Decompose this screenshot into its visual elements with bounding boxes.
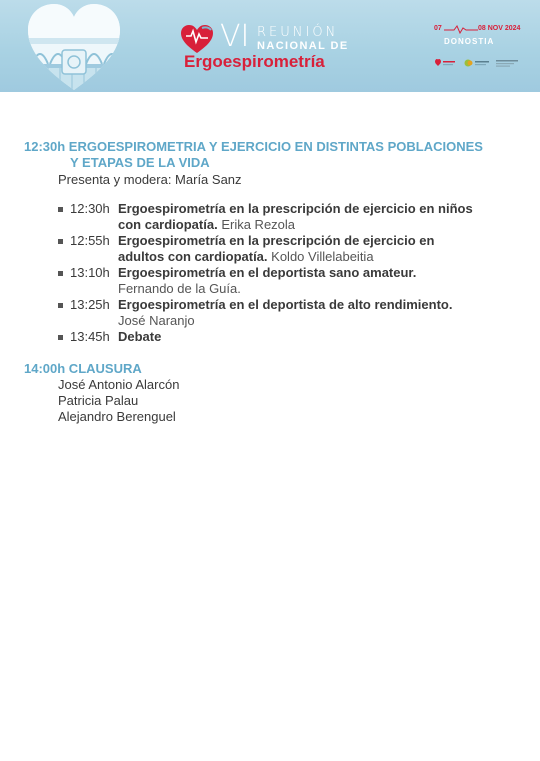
date-start: 07 xyxy=(434,25,442,32)
talk-title: Debate xyxy=(118,329,162,344)
talk-time: 13:10h xyxy=(70,265,110,280)
closing-person: José Antonio Alarcón xyxy=(58,377,180,392)
section-title-line1: 12:30h ERGOESPIROMETRIA Y EJERCICIO EN DISTINTAS POBLACIONES xyxy=(24,139,483,154)
talk-title-cont: adultos con cardiopatía. xyxy=(118,249,268,264)
talk-description xyxy=(118,297,518,329)
sponsor-logo-3-icon xyxy=(496,58,518,68)
event-logo xyxy=(180,19,360,78)
date-row xyxy=(430,24,520,36)
heart-logo-icon xyxy=(180,24,214,54)
heart-architecture-image xyxy=(26,4,122,92)
talk-speaker: Koldo Villelabeitia xyxy=(271,249,374,264)
event-title: Ergoespirometría xyxy=(184,52,325,71)
bullet-icon xyxy=(58,207,63,212)
date-end: 08 NOV 2024 xyxy=(478,25,521,32)
bullet-icon xyxy=(58,303,63,308)
ecg-line-icon xyxy=(444,24,478,34)
page-header xyxy=(0,0,540,92)
closing-section-title: 14:00h CLAUSURA xyxy=(24,361,142,376)
talk-time: 13:45h xyxy=(70,329,110,344)
talk-speaker: José Naranjo xyxy=(118,313,195,328)
bullet-icon xyxy=(58,271,63,276)
city-label: DONOSTIA xyxy=(444,37,495,46)
talk-title: Ergoespirometría en la prescripción de ejercicio en xyxy=(118,233,435,248)
talk-time: 13:25h xyxy=(70,297,110,312)
list-item xyxy=(58,329,528,345)
sponsor-logo-2-icon xyxy=(464,58,490,68)
talk-description xyxy=(118,233,518,265)
reunion-label: REUNIÓN xyxy=(257,25,339,40)
bullet-icon xyxy=(58,335,63,340)
talk-description xyxy=(118,329,518,345)
talk-time: 12:55h xyxy=(70,233,110,248)
talk-title: Ergoespirometría en el deportista de alto rendimiento. xyxy=(118,297,453,312)
talk-speaker: Fernando de la Guía. xyxy=(118,281,241,296)
talk-title-cont: con cardiopatía. xyxy=(118,217,218,232)
event-date-block xyxy=(430,24,520,74)
talk-title: Ergoespirometría en el deportista sano amateur. xyxy=(118,265,417,280)
closing-person: Alejandro Berenguel xyxy=(58,409,176,424)
list-item xyxy=(58,297,528,329)
bullet-icon xyxy=(58,239,63,244)
sponsor-logo-1-icon xyxy=(434,58,456,68)
edition-number: VI xyxy=(220,19,250,54)
closing-person: Patricia Palau xyxy=(58,393,139,408)
talk-time: 12:30h xyxy=(70,201,110,216)
sponsor-logos xyxy=(434,58,518,70)
list-item xyxy=(58,201,528,233)
list-item xyxy=(58,265,528,297)
moderator-line: Presenta y modera: María Sanz xyxy=(58,172,242,187)
section-title-line2: Y ETAPAS DE LA VIDA xyxy=(70,155,210,170)
list-item xyxy=(58,233,528,265)
nacional-label: NACIONAL DE xyxy=(257,40,349,52)
talk-description xyxy=(118,265,518,297)
talk-description xyxy=(118,201,518,233)
talk-speaker: Erika Rezola xyxy=(221,217,296,232)
talk-title: Ergoespirometría en la prescripción de ejercicio en niños xyxy=(118,201,473,216)
